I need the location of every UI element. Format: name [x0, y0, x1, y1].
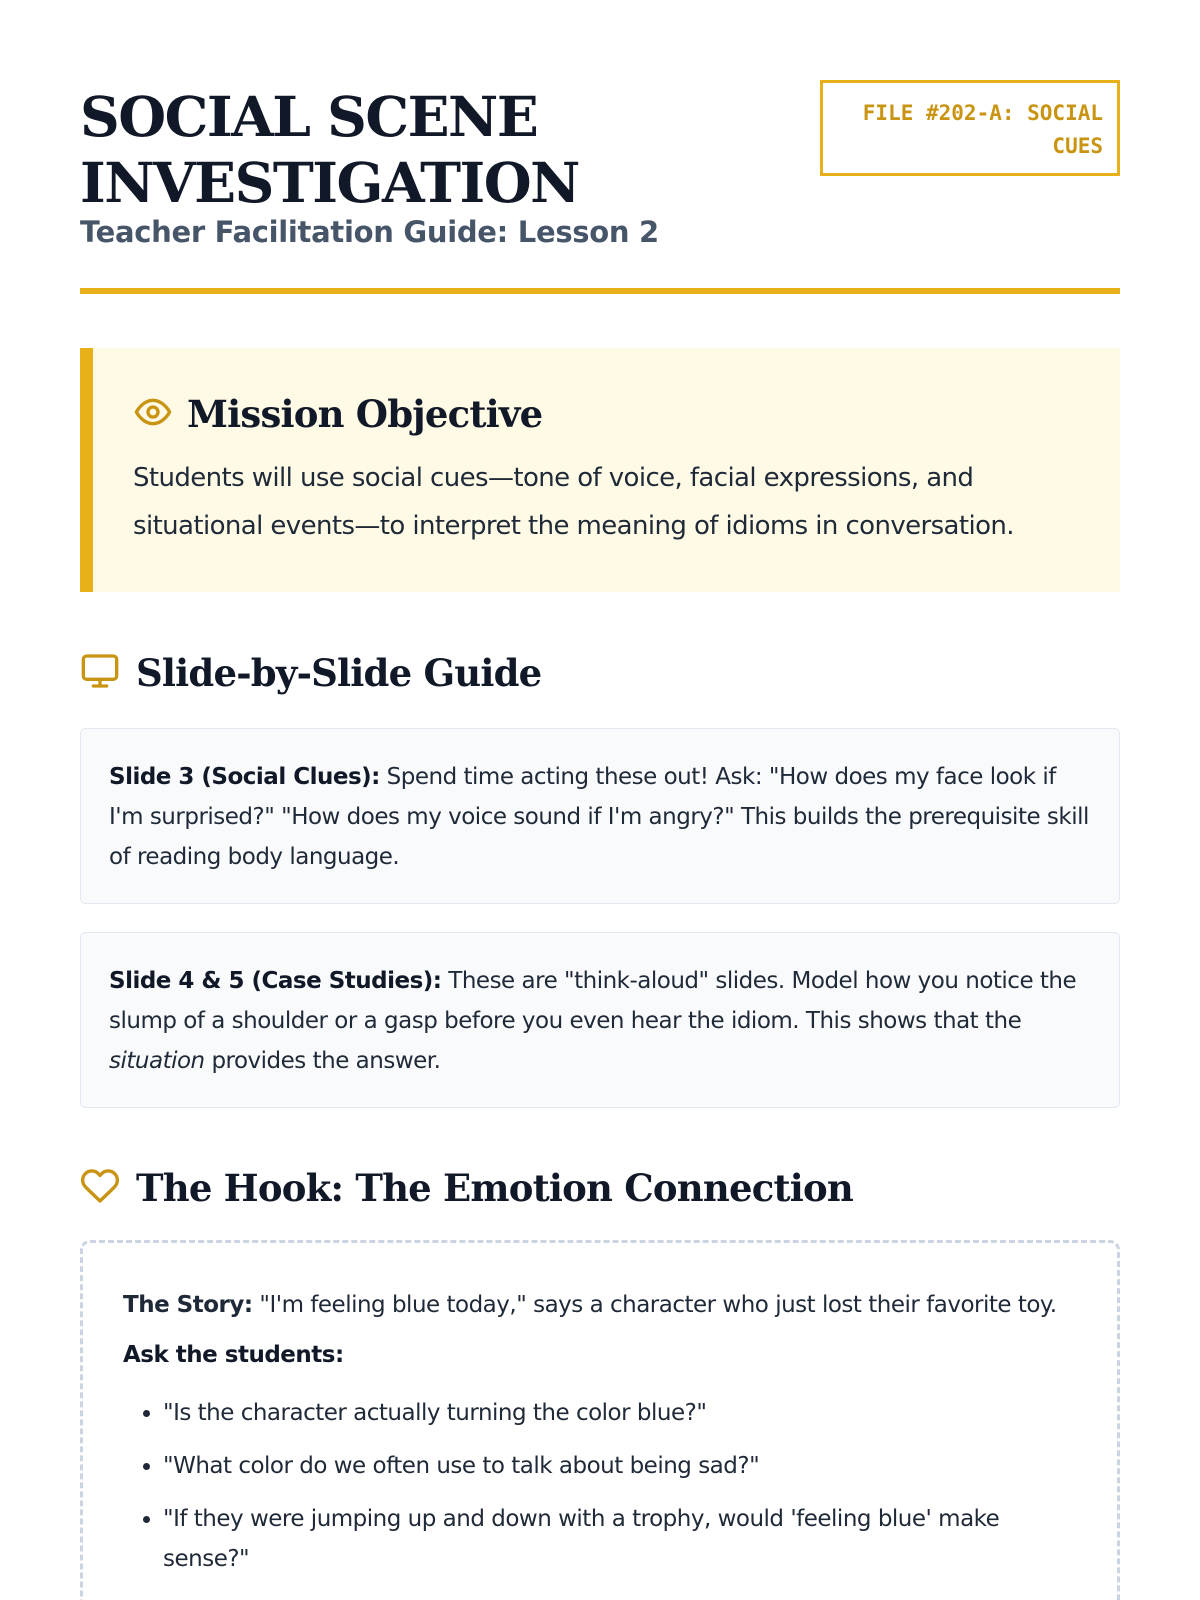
- slide-card-text-end: provides the answer.: [211, 1048, 441, 1074]
- slides-section-heading: [80, 647, 541, 699]
- header-divider: [80, 288, 1120, 294]
- ask-students-label: Ask the students:: [123, 1342, 344, 1368]
- slide-guide-card: [80, 728, 1120, 904]
- mission-objective-panel: [80, 348, 1120, 592]
- hook-section-title: The Hook: The Emotion Connection: [136, 1166, 853, 1210]
- file-badge: FILE #202-A: SOCIAL CUES: [820, 80, 1120, 176]
- mission-text: Students will use social cues—tone of voice, facial expressions, and situational events—to interpret the meaning of idioms in conversation.: [133, 463, 1014, 541]
- slide-card-text: These are "think-aloud" slides. Model how you notice the slump of a shoulder or a gasp before you even hear the idiom. This shows that the: [109, 968, 1077, 1034]
- page-header: [80, 78, 1120, 293]
- slide-guide-card: [80, 932, 1120, 1108]
- slide-card-label: Slide 3 (Social Clues):: [109, 764, 380, 790]
- list-item: • "If they were jumping up and down with a trophy, would 'feeling blue' make sense?": [163, 1499, 1077, 1579]
- list-item: • "What color do we often use to talk about being sad?": [163, 1446, 1077, 1486]
- mission-heading: [133, 388, 1080, 440]
- document-page: [80, 0, 1120, 1600]
- page-title: SOCIAL SCENE INVESTIGATION: [80, 84, 579, 215]
- heart-icon: [80, 1166, 120, 1210]
- slides-section-title: Slide-by-Slide Guide: [136, 651, 542, 695]
- monitor-icon: [80, 651, 120, 695]
- slide-card-label: Slide 4 & 5 (Case Studies):: [109, 968, 442, 994]
- hook-story-box: [80, 1240, 1120, 1600]
- hook-section-heading: [80, 1162, 853, 1214]
- question-list: [123, 1393, 1077, 1579]
- story-label: The Story:: [123, 1292, 253, 1318]
- mission-title: Mission Objective: [187, 392, 543, 436]
- list-item: • "Is the character actually turning the color blue?": [163, 1393, 1077, 1433]
- eye-icon: [133, 392, 173, 436]
- story-text: "I'm feeling blue today," says a character who just lost their favorite toy.: [259, 1292, 1057, 1318]
- hook-story: [123, 1285, 1077, 1325]
- slide-card-text: Spend time acting these out! Ask: "How does my face look if I'm surprised?" "How does my voice sound if I'm angry?" This builds the prerequisite skill of reading body language.: [109, 764, 1089, 870]
- slide-card-emphasis: situation: [109, 1048, 205, 1074]
- page-subtitle: Teacher Facilitation Guide: Lesson 2: [80, 215, 659, 249]
